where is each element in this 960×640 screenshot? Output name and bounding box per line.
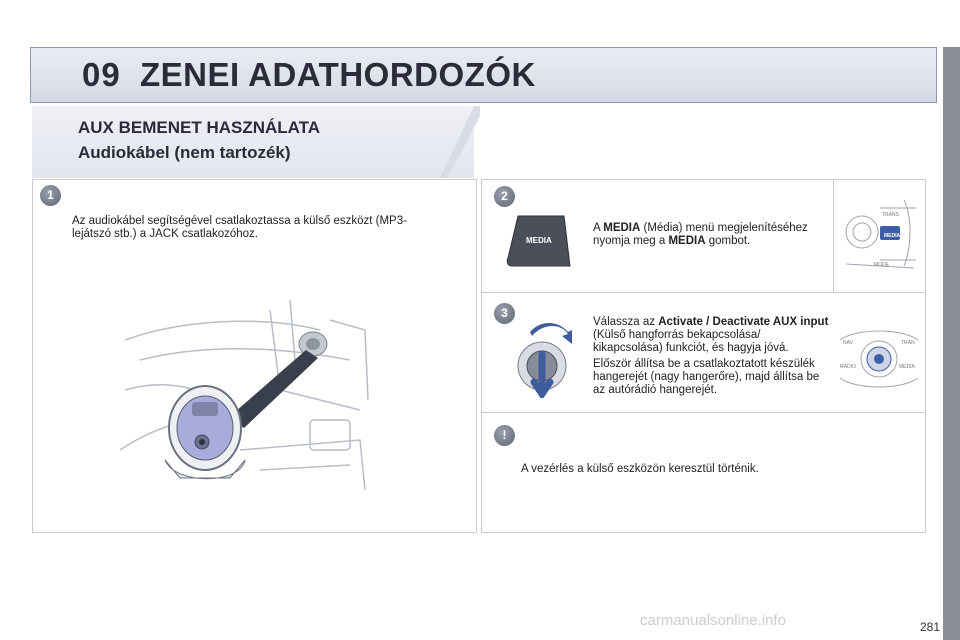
side-strip: [943, 47, 960, 640]
step3-text: Válassza az Activate / Deactivate AUX input (Külső hangforrás bekapcsolása/ kikapcsolása) funkciót, és hagyja jóvá.: [593, 316, 829, 354]
section-subtitle: Audiokábel (nem tartozék): [78, 143, 291, 162]
warning-icon: !: [494, 425, 515, 446]
panel-label-media: MEDIA: [884, 233, 901, 239]
rotary-dial-illustration: [510, 318, 580, 398]
jack-socket-illustration: [120, 300, 370, 492]
dial-label-trans: TRAN: [901, 340, 915, 346]
step-badge-1: 1: [40, 185, 61, 206]
step2-divider: [833, 180, 834, 292]
dial-label-nav: NAV: [843, 340, 853, 346]
page-number: 281: [919, 620, 940, 634]
step1-text: Az audiokábel segítségével csatlakoztassa a külső eszközt (MP3-lejátszó stb.) a JACK csatlakozóhoz.: [72, 215, 407, 240]
chapter-number: 09: [82, 56, 121, 93]
panel-label-mode: MODE: [874, 262, 889, 268]
dial-label-radio: RADIO: [840, 364, 856, 370]
dial-panel-illustration: [836, 322, 922, 394]
step2-text: A MEDIA (Média) menü megjelenítéséhez nyomja meg a MEDIA gombot.: [593, 222, 808, 247]
section-header: [32, 106, 474, 178]
section-title: AUX BEMENET HASZNÁLATA: [78, 118, 321, 137]
media-button-label: MEDIA: [526, 236, 552, 245]
step-badge-3: 3: [494, 303, 515, 324]
chapter-title: ZENEI ADATHORDOZÓK: [140, 56, 536, 93]
step-badge-2: 2: [494, 186, 515, 207]
panel-label-trans: TRANS: [882, 212, 899, 218]
note-text: A vezérlés a külső eszközön keresztül történik.: [521, 463, 759, 475]
watermark: carmanualsonline.info: [640, 612, 786, 629]
section-header-fold: [440, 106, 480, 178]
step3-text-volume: Először állítsa be a csatlakoztatott készülék hangerejét (nagy hangerőre), majd állítsa be az autórádió hangerejét.: [593, 358, 820, 396]
dial-label-media: MEDIA: [899, 364, 915, 370]
